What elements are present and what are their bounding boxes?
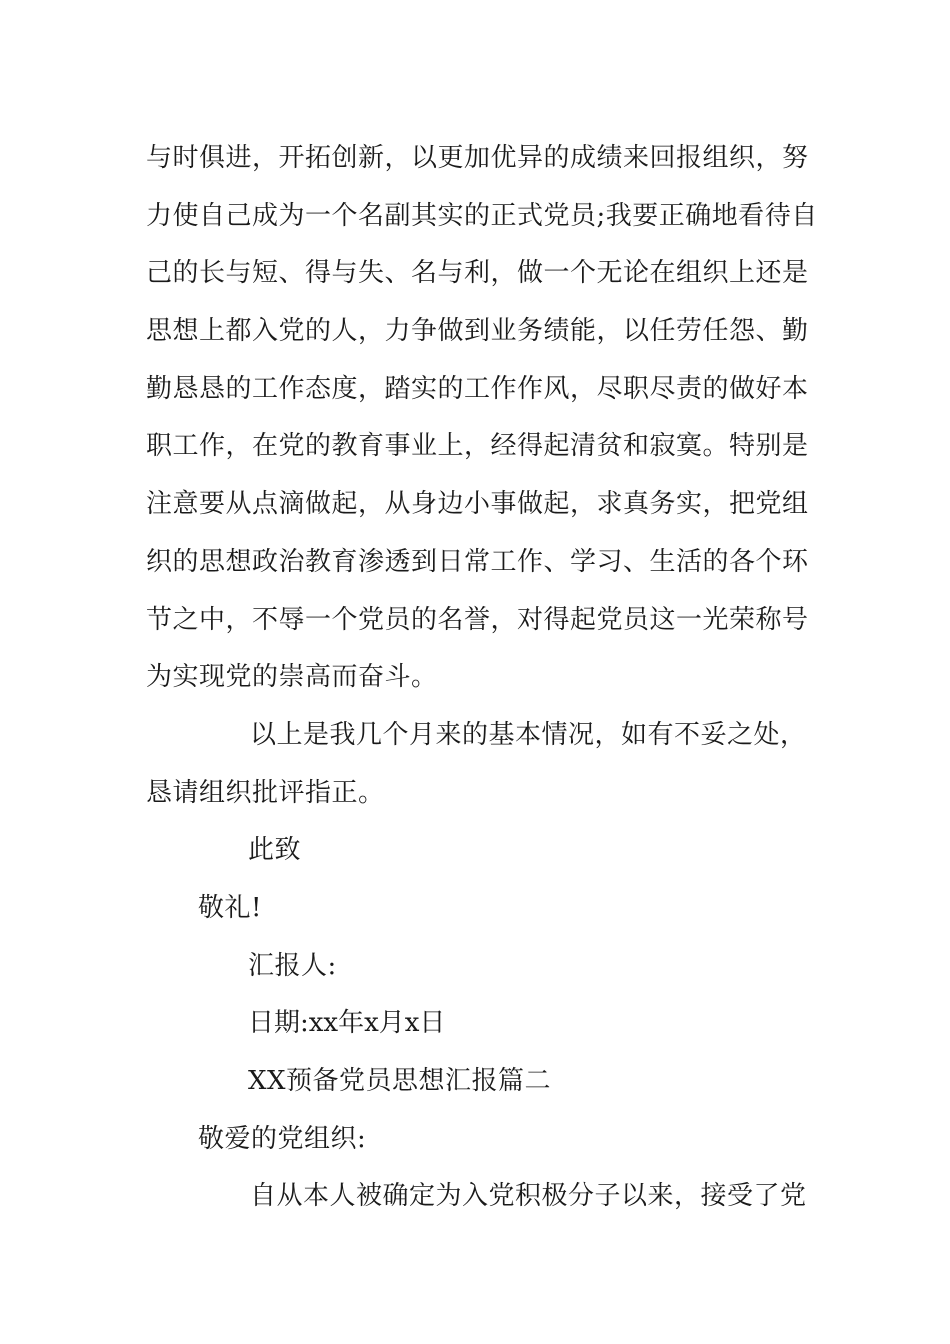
paragraph-line: 力使自己成为一个名副其实的正式党员;我要正确地看待自 — [146, 200, 818, 231]
section-title: XX预备党员思想汇报篇二 — [248, 1066, 552, 1096]
paragraph-line: 与时俱进，开拓创新，以更加优异的成绩来回报组织，努 — [146, 143, 809, 173]
paragraph-line: 恳请组织批评指正。 — [146, 777, 385, 808]
paragraph-line: 以上是我几个月来的基本情况，如有不妥之处， — [250, 719, 807, 750]
paragraph-line: 织的思想政治教育渗透到日常工作、学习、生活的各个环 — [146, 546, 809, 577]
paragraph-line: 职工作，在党的教育事业上，经得起清贫和寂寞。特别是 — [146, 431, 809, 462]
paragraph-line: 自从本人被确定为入党积极分子以来，接受了党 — [250, 1181, 807, 1212]
paragraph-line: 为实现党的崇高而奋斗。 — [146, 662, 438, 693]
reporter-label: 汇报人: — [248, 950, 337, 981]
closing-respect: 敬礼! — [198, 892, 262, 923]
paragraph-line: 思想上都入党的人，力争做到业务绩能，以任劳任怨、勤 — [146, 316, 809, 347]
document-body — [146, 130, 818, 1226]
paragraph-line: 勤恳恳的工作态度，踏实的工作作风，尽职尽责的做好本 — [146, 373, 809, 404]
closing-salutation: 此致 — [248, 835, 302, 866]
paragraph-line: 注意要从点滴做起，从身边小事做起，求真务实，把党组 — [146, 489, 809, 520]
report-date: 日期:xx年x月x日 — [248, 1008, 446, 1039]
letter-greeting: 敬爱的党组织: — [198, 1123, 367, 1154]
paragraph-line: 己的长与短、得与失、名与利，做一个无论在组织上还是 — [146, 258, 809, 289]
paragraph-line: 节之中，不辱一个党员的名誉，对得起党员这一光荣称号 — [146, 604, 809, 635]
